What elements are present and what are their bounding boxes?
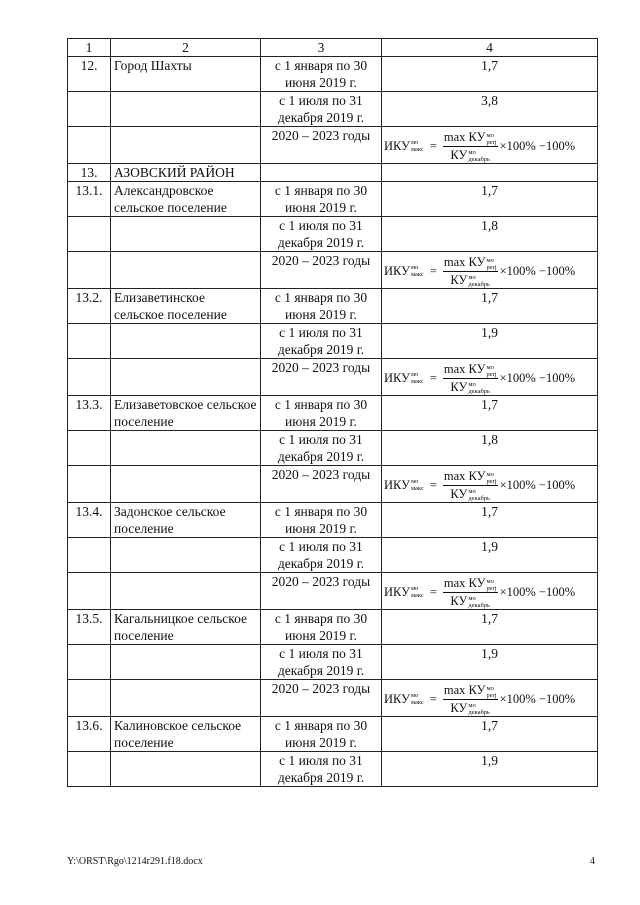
row-number <box>68 538 111 573</box>
formula-fraction <box>443 129 498 162</box>
territory-name: Елизаветовское сельское поселение <box>111 396 261 431</box>
table-row <box>68 573 598 610</box>
index-value: 1,7 <box>382 610 598 645</box>
territory-name: Кагальницкое сельское поселение <box>111 610 261 645</box>
table-row <box>68 680 598 717</box>
formula-num-sup: мо <box>486 470 494 478</box>
index-value: 1,7 <box>382 289 598 324</box>
period: с 1 января по 30 июня 2019 г. <box>261 182 382 217</box>
formula-fraction <box>443 575 498 608</box>
formula-num-index <box>486 132 496 146</box>
territory-name: Калиновское сельское поселение <box>111 717 261 752</box>
formula-lhs-sub: макс <box>410 485 424 492</box>
formula-lhs-index <box>411 264 424 278</box>
row-number <box>68 92 111 127</box>
formula-lhs-sub: макс <box>410 146 424 153</box>
formula-numerator <box>443 468 498 485</box>
table-row <box>68 289 598 324</box>
formula-num-index <box>486 257 496 271</box>
period: с 1 июля по 31 декабря 2019 г. <box>261 217 382 252</box>
period: с 1 июля по 31 декабря 2019 г. <box>261 324 382 359</box>
formula-den-index <box>468 381 490 395</box>
formula-numerator <box>443 575 498 592</box>
period: с 1 июля по 31 декабря 2019 г. <box>261 431 382 466</box>
table-row <box>68 127 598 164</box>
territory-name: Елизаветинское сельское поселение <box>111 289 261 324</box>
formula-equals: = <box>429 138 437 153</box>
table-row <box>68 466 598 503</box>
row-number <box>68 359 111 396</box>
formula-den-text: КУ <box>450 379 468 394</box>
formula-lhs-sup: мо <box>410 478 419 485</box>
formula-num-text: max КУ <box>443 576 486 591</box>
formula-equals: = <box>429 691 437 706</box>
table-row <box>68 217 598 252</box>
formula-tail: ×100% −100% <box>499 477 576 492</box>
column-number: 4 <box>382 39 598 57</box>
formula-den-text: КУ <box>450 593 468 608</box>
territory-name <box>111 645 261 680</box>
row-number <box>68 324 111 359</box>
period: с 1 января по 30 июня 2019 г. <box>261 289 382 324</box>
formula-tail: ×100% −100% <box>499 263 576 278</box>
index-value: 1,7 <box>382 57 598 92</box>
index-value: 1,9 <box>382 324 598 359</box>
page-number: 4 <box>590 856 595 867</box>
row-number <box>68 680 111 717</box>
period: с 1 июля по 31 декабря 2019 г. <box>261 645 382 680</box>
table-row <box>68 752 598 787</box>
formula <box>384 468 595 502</box>
formula-lhs-sub: макс <box>410 592 424 599</box>
formula-den-text: КУ <box>450 486 468 501</box>
formula-num-text: max КУ <box>443 130 486 145</box>
table-row <box>68 645 598 680</box>
formula-den-sup: мо <box>468 487 476 495</box>
index-value: 1,9 <box>382 538 598 573</box>
period: с 1 июля по 31 декабря 2019 г. <box>261 752 382 787</box>
period: с 1 января по 30 июня 2019 г. <box>261 396 382 431</box>
territory-name: Задонское сельское поселение <box>111 503 261 538</box>
formula-denominator <box>449 593 491 609</box>
formula-denominator <box>449 700 491 716</box>
formula-den-index <box>468 702 490 716</box>
formula-denominator <box>449 486 491 502</box>
period: с 1 июля по 31 декабря 2019 г. <box>261 92 382 127</box>
formula-equals: = <box>429 477 437 492</box>
formula-lhs: ИКУ <box>384 370 410 385</box>
file-path: Y:\ORST\Rgo\1214r291.f18.docx <box>67 856 203 867</box>
index-formula-cell <box>382 573 598 610</box>
formula-den-sub: декабрь <box>468 494 491 502</box>
formula-num-sup: мо <box>486 577 494 585</box>
index-value: 1,8 <box>382 217 598 252</box>
formula-den-sub: декабрь <box>468 601 491 609</box>
territory-name <box>111 466 261 503</box>
row-number: 12. <box>68 57 111 92</box>
territory-name <box>111 538 261 573</box>
column-number: 1 <box>68 39 111 57</box>
formula-den-sup: мо <box>468 380 476 388</box>
table-row <box>68 538 598 573</box>
formula <box>384 254 595 288</box>
formula-numerator <box>443 254 498 271</box>
formula-lhs-sup: мо <box>410 585 419 592</box>
formula-lhs: ИКУ <box>384 138 410 153</box>
formula-den-index <box>468 488 490 502</box>
period: с 1 января по 30 июня 2019 г. <box>261 610 382 645</box>
period: с 1 января по 30 июня 2019 г. <box>261 503 382 538</box>
formula-num-text: max КУ <box>443 362 486 377</box>
formula-den-sup: мо <box>468 148 476 156</box>
formula-tail: ×100% −100% <box>499 691 576 706</box>
formula-equals: = <box>429 370 437 385</box>
row-number: 13.5. <box>68 610 111 645</box>
index-formula-cell <box>382 252 598 289</box>
index-value: 1,9 <box>382 752 598 787</box>
formula-lhs-sup: мо <box>410 264 419 271</box>
formula-num-index <box>486 364 496 378</box>
formula-lhs-sub: макс <box>410 271 424 278</box>
table-row <box>68 164 598 182</box>
formula-lhs-index <box>411 585 424 599</box>
formula-num-sub: perj <box>486 691 497 699</box>
row-number: 13.2. <box>68 289 111 324</box>
row-number: 13. <box>68 164 111 182</box>
territory-name <box>111 324 261 359</box>
formula-den-sup: мо <box>468 701 476 709</box>
period: 2020 – 2023 годы <box>261 359 382 396</box>
formula-denominator <box>449 272 491 288</box>
formula-lhs: ИКУ <box>384 584 410 599</box>
territory-name <box>111 217 261 252</box>
table-row <box>68 396 598 431</box>
table-row <box>68 252 598 289</box>
formula <box>384 129 595 163</box>
formula <box>384 575 595 609</box>
formula-lhs: ИКУ <box>384 691 410 706</box>
row-number <box>68 645 111 680</box>
formula-fraction <box>443 361 498 394</box>
formula-num-sub: perj <box>486 370 497 378</box>
index-value: 1,7 <box>382 717 598 752</box>
territory-name <box>111 431 261 466</box>
index-value <box>382 164 598 182</box>
formula-den-index <box>468 274 490 288</box>
formula-den-sub: декабрь <box>468 708 491 716</box>
formula-num-sup: мо <box>486 131 494 139</box>
formula-num-sub: perj <box>486 263 497 271</box>
row-number <box>68 252 111 289</box>
index-value: 1,7 <box>382 182 598 217</box>
formula-equals: = <box>429 263 437 278</box>
period: с 1 июля по 31 декабря 2019 г. <box>261 538 382 573</box>
index-formula-cell <box>382 127 598 164</box>
formula-denominator <box>449 379 491 395</box>
formula-lhs: ИКУ <box>384 263 410 278</box>
formula-numerator <box>443 129 498 146</box>
formula-denominator <box>449 147 491 163</box>
formula-fraction <box>443 468 498 501</box>
formula-den-index <box>468 149 490 163</box>
territory-name <box>111 127 261 164</box>
row-number: 13.1. <box>68 182 111 217</box>
formula-den-text: КУ <box>450 272 468 287</box>
formula-num-sup: мо <box>486 256 494 264</box>
territory-name <box>111 252 261 289</box>
table-row <box>68 503 598 538</box>
formula-den-sub: декабрь <box>468 387 491 395</box>
formula-num-text: max КУ <box>443 255 486 270</box>
territory-name: Александровское сельское поселение <box>111 182 261 217</box>
formula-den-sub: декабрь <box>468 280 491 288</box>
formula-fraction <box>443 682 498 715</box>
row-number <box>68 217 111 252</box>
row-number <box>68 752 111 787</box>
period: 2020 – 2023 годы <box>261 466 382 503</box>
formula-tail: ×100% −100% <box>499 138 576 153</box>
index-value: 1,8 <box>382 431 598 466</box>
formula-den-text: КУ <box>450 147 468 162</box>
index-formula-cell <box>382 680 598 717</box>
row-number <box>68 573 111 610</box>
row-number <box>68 431 111 466</box>
formula-equals: = <box>429 584 437 599</box>
table-row <box>68 359 598 396</box>
formula-lhs-index <box>411 371 424 385</box>
territory-name <box>111 752 261 787</box>
formula-lhs-index <box>411 478 424 492</box>
period: 2020 – 2023 годы <box>261 680 382 717</box>
period: 2020 – 2023 годы <box>261 127 382 164</box>
column-number: 2 <box>111 39 261 57</box>
period: 2020 – 2023 годы <box>261 573 382 610</box>
column-number-row <box>68 39 598 57</box>
table-row <box>68 57 598 92</box>
formula-den-index <box>468 595 490 609</box>
formula-num-text: max КУ <box>443 683 486 698</box>
formula-num-index <box>486 471 496 485</box>
formula-num-sup: мо <box>486 363 494 371</box>
territory-name <box>111 573 261 610</box>
row-number <box>68 127 111 164</box>
formula <box>384 682 595 716</box>
index-value: 1,7 <box>382 503 598 538</box>
row-number: 13.4. <box>68 503 111 538</box>
formula-num-sub: perj <box>486 138 497 146</box>
formula-tail: ×100% −100% <box>499 584 576 599</box>
territory-name <box>111 92 261 127</box>
row-number: 13.6. <box>68 717 111 752</box>
table-row <box>68 717 598 752</box>
formula-lhs-sup: мо <box>410 139 419 146</box>
formula <box>384 361 595 395</box>
index-value: 3,8 <box>382 92 598 127</box>
period: с 1 января по 30 июня 2019 г. <box>261 717 382 752</box>
formula-den-sub: декабрь <box>468 155 491 163</box>
formula-num-sub: perj <box>486 584 497 592</box>
territory-name: Город Шахты <box>111 57 261 92</box>
section-title: АЗОВСКИЙ РАЙОН <box>111 164 261 182</box>
formula-num-text: max КУ <box>443 469 486 484</box>
period: 2020 – 2023 годы <box>261 252 382 289</box>
formula-den-sup: мо <box>468 594 476 602</box>
formula-num-index <box>486 685 496 699</box>
period <box>261 164 382 182</box>
formula-lhs-sup: мо <box>410 692 419 699</box>
column-number: 3 <box>261 39 382 57</box>
formula-numerator <box>443 682 498 699</box>
table-row <box>68 431 598 466</box>
table-row <box>68 610 598 645</box>
formula-lhs-index <box>411 139 424 153</box>
index-value: 1,9 <box>382 645 598 680</box>
formula-fraction <box>443 254 498 287</box>
formula-lhs-sub: макс <box>410 699 424 706</box>
formula-lhs-sub: макс <box>410 378 424 385</box>
formula-lhs-sup: мо <box>410 371 419 378</box>
table-row <box>68 92 598 127</box>
row-number: 13.3. <box>68 396 111 431</box>
index-formula-cell <box>382 359 598 396</box>
formula-tail: ×100% −100% <box>499 370 576 385</box>
formula-numerator <box>443 361 498 378</box>
territory-name <box>111 359 261 396</box>
table-row <box>68 182 598 217</box>
formula-lhs-index <box>411 692 424 706</box>
territory-name <box>111 680 261 717</box>
formula-lhs: ИКУ <box>384 477 410 492</box>
tariff-table <box>67 38 598 787</box>
formula-num-index <box>486 578 496 592</box>
formula-den-sup: мо <box>468 273 476 281</box>
table-row <box>68 324 598 359</box>
period: с 1 января по 30 июня 2019 г. <box>261 57 382 92</box>
row-number <box>68 466 111 503</box>
index-formula-cell <box>382 466 598 503</box>
formula-num-sub: perj <box>486 477 497 485</box>
formula-num-sup: мо <box>486 684 494 692</box>
formula-den-text: КУ <box>450 700 468 715</box>
index-value: 1,7 <box>382 396 598 431</box>
